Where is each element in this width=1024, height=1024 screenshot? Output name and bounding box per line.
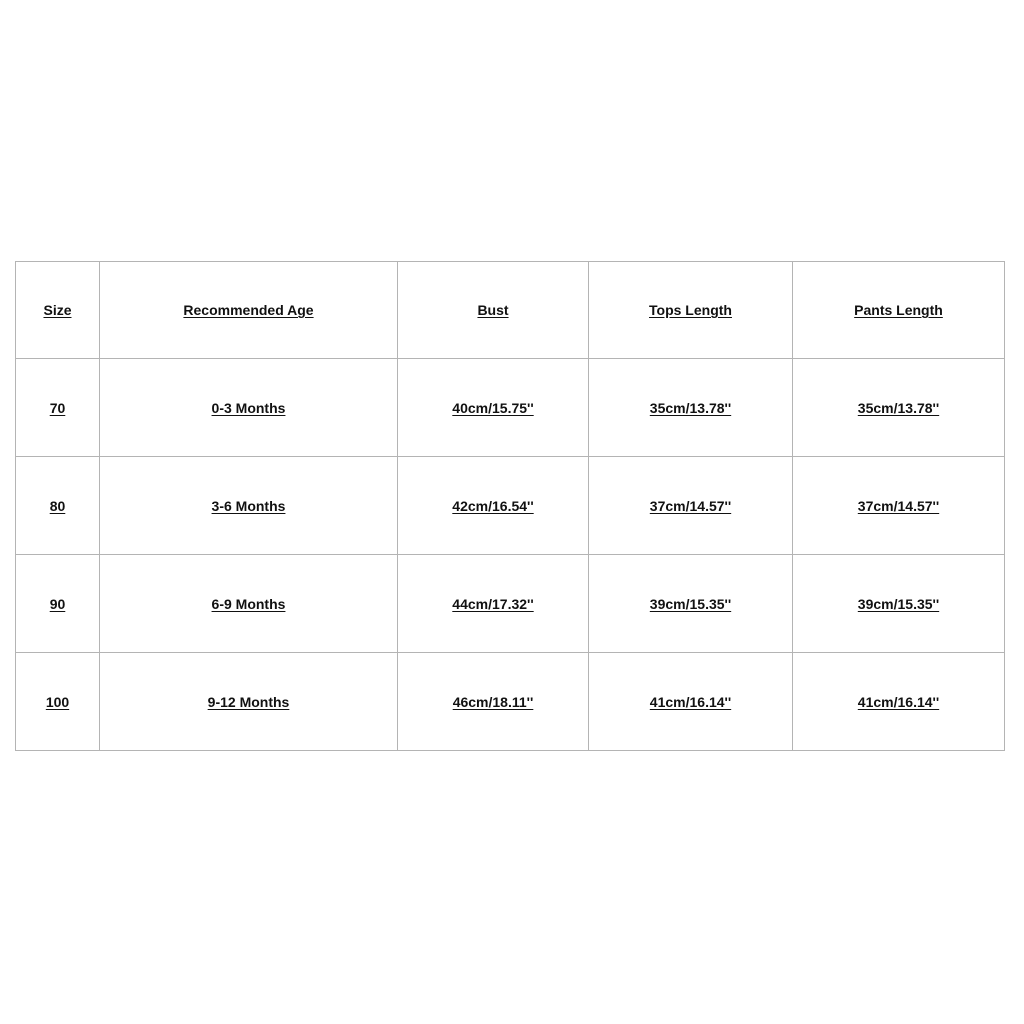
size-value: 90 <box>49 595 66 612</box>
header-cell-size <box>16 262 100 359</box>
bust-cell <box>398 653 589 751</box>
pants-length-cell <box>793 653 1005 751</box>
header-cell-tops-length <box>589 262 793 359</box>
bust-cell <box>398 359 589 457</box>
header-cell-recommended-age <box>100 262 398 359</box>
pants-length-cell <box>793 359 1005 457</box>
tops-length-cell <box>589 555 793 653</box>
bust-value: 46cm/18.11'' <box>452 693 534 710</box>
header-cell-bust <box>398 262 589 359</box>
table-row <box>16 555 1005 653</box>
bust-value: 40cm/15.75'' <box>452 399 534 416</box>
pants-length-value: 39cm/15.35'' <box>857 595 940 612</box>
size-cell <box>16 653 100 751</box>
age-value: 0-3 Months <box>211 399 286 416</box>
table-header-row <box>16 262 1005 359</box>
tops-length-cell <box>589 653 793 751</box>
age-value: 3-6 Months <box>211 497 286 514</box>
size-value: 70 <box>49 399 66 416</box>
tops-length-value: 41cm/16.14'' <box>649 693 732 710</box>
header-recommended-age-label: Recommended Age <box>183 302 314 318</box>
header-tops-length-label: Tops Length <box>649 302 732 318</box>
tops-length-value: 35cm/13.78'' <box>649 399 732 416</box>
size-cell <box>16 457 100 555</box>
age-cell <box>100 555 398 653</box>
size-value: 100 <box>45 693 70 710</box>
tops-length-cell <box>589 457 793 555</box>
bust-cell <box>398 555 589 653</box>
age-value: 9-12 Months <box>207 693 290 710</box>
tops-length-cell <box>589 359 793 457</box>
age-value: 6-9 Months <box>211 595 286 612</box>
size-cell <box>16 555 100 653</box>
size-chart-table <box>15 261 1005 751</box>
pants-length-cell <box>793 555 1005 653</box>
header-size-label: Size <box>43 302 72 318</box>
pants-length-value: 37cm/14.57'' <box>857 497 940 514</box>
age-cell <box>100 457 398 555</box>
pants-length-value: 35cm/13.78'' <box>857 399 940 416</box>
header-pants-length-label: Pants Length <box>854 302 943 318</box>
bust-value: 42cm/16.54'' <box>452 497 534 514</box>
age-cell <box>100 653 398 751</box>
tops-length-value: 39cm/15.35'' <box>649 595 732 612</box>
size-cell <box>16 359 100 457</box>
bust-value: 44cm/17.32'' <box>452 595 534 612</box>
pants-length-cell <box>793 457 1005 555</box>
table-row <box>16 457 1005 555</box>
header-cell-pants-length <box>793 262 1005 359</box>
table-row <box>16 359 1005 457</box>
bust-cell <box>398 457 589 555</box>
tops-length-value: 37cm/14.57'' <box>649 497 732 514</box>
age-cell <box>100 359 398 457</box>
header-bust-label: Bust <box>477 302 509 318</box>
table-row <box>16 653 1005 751</box>
pants-length-value: 41cm/16.14'' <box>857 693 940 710</box>
size-value: 80 <box>49 497 66 514</box>
